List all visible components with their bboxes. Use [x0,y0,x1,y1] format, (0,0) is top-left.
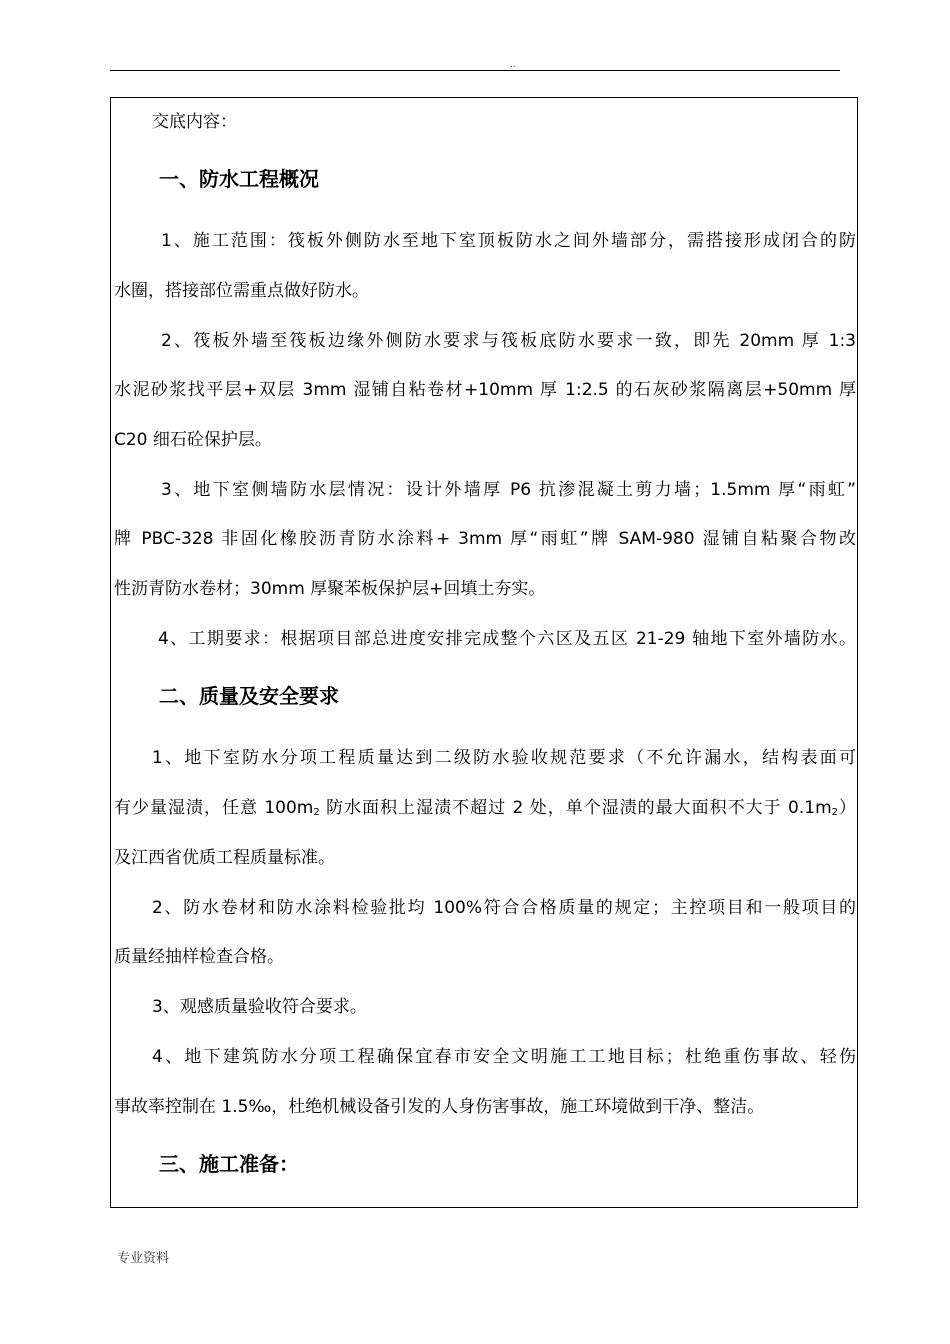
s1-p3-line3: 性沥青防水卷材；30mm 厚聚苯板保护层+回填土夯实。 [114,579,546,599]
s1-p4-line1: 4、工期要求：根据项目部总进度安排完成整个六区及五区 21-29 轴地下室外墙防水。 [158,629,856,649]
s2-q4-line1: 4、地下建筑防水分项工程确保宜春市安全文明施工工地目标；杜绝重伤事故、轻伤 [152,1047,856,1067]
s1-p1-line1: 1、施工范围：筏板外侧防水至地下室顶板防水之间外墙部分，需搭接形成闭合的防 [161,231,856,251]
section-2-title: 二、质量及安全要求 [159,684,339,708]
s1-p2-line3: C20 细石砼保护层。 [114,430,272,450]
intro-label: 交底内容： [152,112,237,132]
s1-p1-line2: 水圈，搭接部位需重点做好防水。 [114,281,369,301]
s2-q1-line2: 有少量湿渍，任意 $100m_2$ 防水面积上湿渍不超过 2 处，单个湿渍的最大面积不大于 $0.1m_2$） [114,798,857,818]
s2-q2-line2: 质量经抽样检查合格。 [114,947,284,967]
s2-q4-line2: 事故率控制在 1.5‰，杜绝机械设备引发的人身伤害事故，施工环境做到干净、整洁。 [114,1097,765,1117]
content-frame [110,97,858,1208]
s2-q1-line3: 及江西省优质工程质量标准。 [114,848,335,868]
s1-p3-line2: 牌 PBC-328 非固化橡胶沥青防水涂料+ 3mm 厚“雨虹”牌 SAM-980 湿铺自粘聚合物改 [114,529,856,549]
s2-q1-line1: 1、地下室防水分项工程质量达到二级防水验收规范要求（不允许漏水，结构表面可 [152,748,856,768]
header-rule [110,70,840,71]
s2-q3-line1: 3、观感质量验收符合要求。 [152,997,367,1017]
section-3-title: 三、施工准备： [159,1152,299,1176]
s2-q2-line1: 2、防水卷材和防水涂料检验批均 100%符合合格质量的规定；主控项目和一般项目的 [152,898,856,918]
section-1-title: 一、防水工程概况 [159,167,319,191]
s1-p3-line1: 3、地下室侧墙防水层情况：设计外墙厚 P6 抗渗混凝土剪力墙；1.5mm 厚“雨虹” [161,480,856,500]
footer-text: 专业资料 [117,1251,170,1266]
header-mark: .. [510,60,516,70]
s1-p2-line1: 2、筏板外墙至筏板边缘外侧防水要求与筏板底防水要求一致，即先 20mm 厚 1:3 [161,331,856,351]
s1-p2-line2: 水泥砂浆找平层+双层 3mm 湿铺自粘卷材+10mm 厚 1:2.5 的石灰砂浆隔离层+50mm 厚 [114,380,856,400]
